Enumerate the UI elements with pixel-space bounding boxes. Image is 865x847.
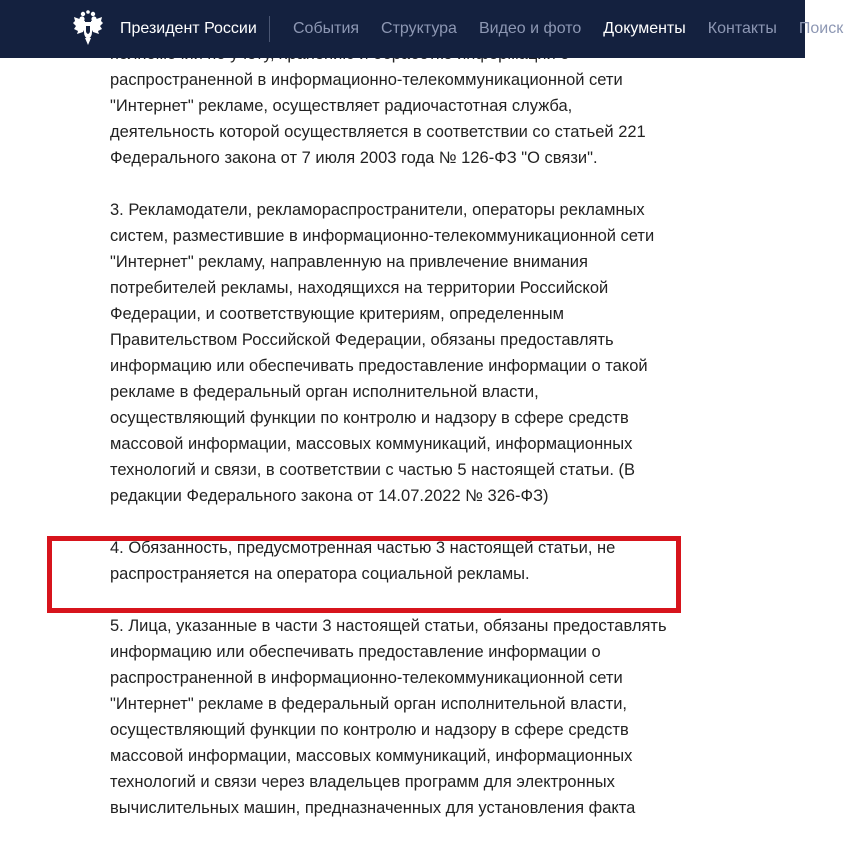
paragraph-part-3: 3. Рекламодатели, рекламораспространители, операторы рекламных систем, разместившие в информационно-телекоммуникационной сети "Интернет" рекламу, направленную на привлечение внимания потребителей рекламы, находящихся на территории Российской Федерации, и соответствующие критериям, определенным Правительством Российской Федерации, обязаны предоставлять информацию или обеспечивать предоставление информации о такой рекламе в федеральный орган исполнительной власти, осуществляющий функции по контролю и надзору в сфере средств массовой информации, массовых коммуникаций, информационных технологий и связи, в соответствии с частью 5 настоящей статьи. (В редакции Федерального закона от 14.07.2022 № 326-ФЗ) xyxy=(110,201,655,505)
document-body xyxy=(110,58,710,831)
nav-item-contacts[interactable]: Контакты xyxy=(707,20,777,37)
paragraph-continuation: распространенной в информационно-телекоммуникационной сети "Интернет" рекламе, осуществляет радиочастотная служба, деятельность которой осуществляется в соответствии со статьей 221 Федерального закона от 7 июля 2003 года № 126-ФЗ "О связи". xyxy=(110,71,646,167)
main-nav xyxy=(293,18,865,40)
header-divider xyxy=(269,16,270,42)
eagle-emblem-icon[interactable] xyxy=(72,10,104,46)
document-text xyxy=(110,41,710,847)
nav-item-events[interactable]: События xyxy=(293,20,360,37)
site-title[interactable]: Президент России xyxy=(120,20,257,37)
nav-item-structure[interactable]: Структура xyxy=(381,20,457,37)
nav-item-documents[interactable]: Документы xyxy=(603,20,686,37)
paragraph-part-5: 5. Лица, указанные в части 3 настоящей статьи, обязаны предоставлять информацию или обеспечивать предоставление информации о распространенной в информационно-телекоммуникационной сети "Интернет" рекламе в федеральный орган исполнительной власти, осуществляющий функции по контролю и надзору в сфере средств массовой информации, массовых коммуникаций, информационных технологий и связи через владельцев программ для электронных вычислительных машин, предназначенных для установления факта xyxy=(110,617,667,817)
paragraph-part-4: 4. Обязанность, предусмотренная частью 3 настоящей статьи, не распространяется на оператора социальной рекламы. xyxy=(110,539,616,583)
nav-item-video-photo[interactable]: Видео и фото xyxy=(478,20,582,37)
site-header xyxy=(0,0,844,58)
nav-item-search[interactable]: Поиск xyxy=(798,20,844,37)
